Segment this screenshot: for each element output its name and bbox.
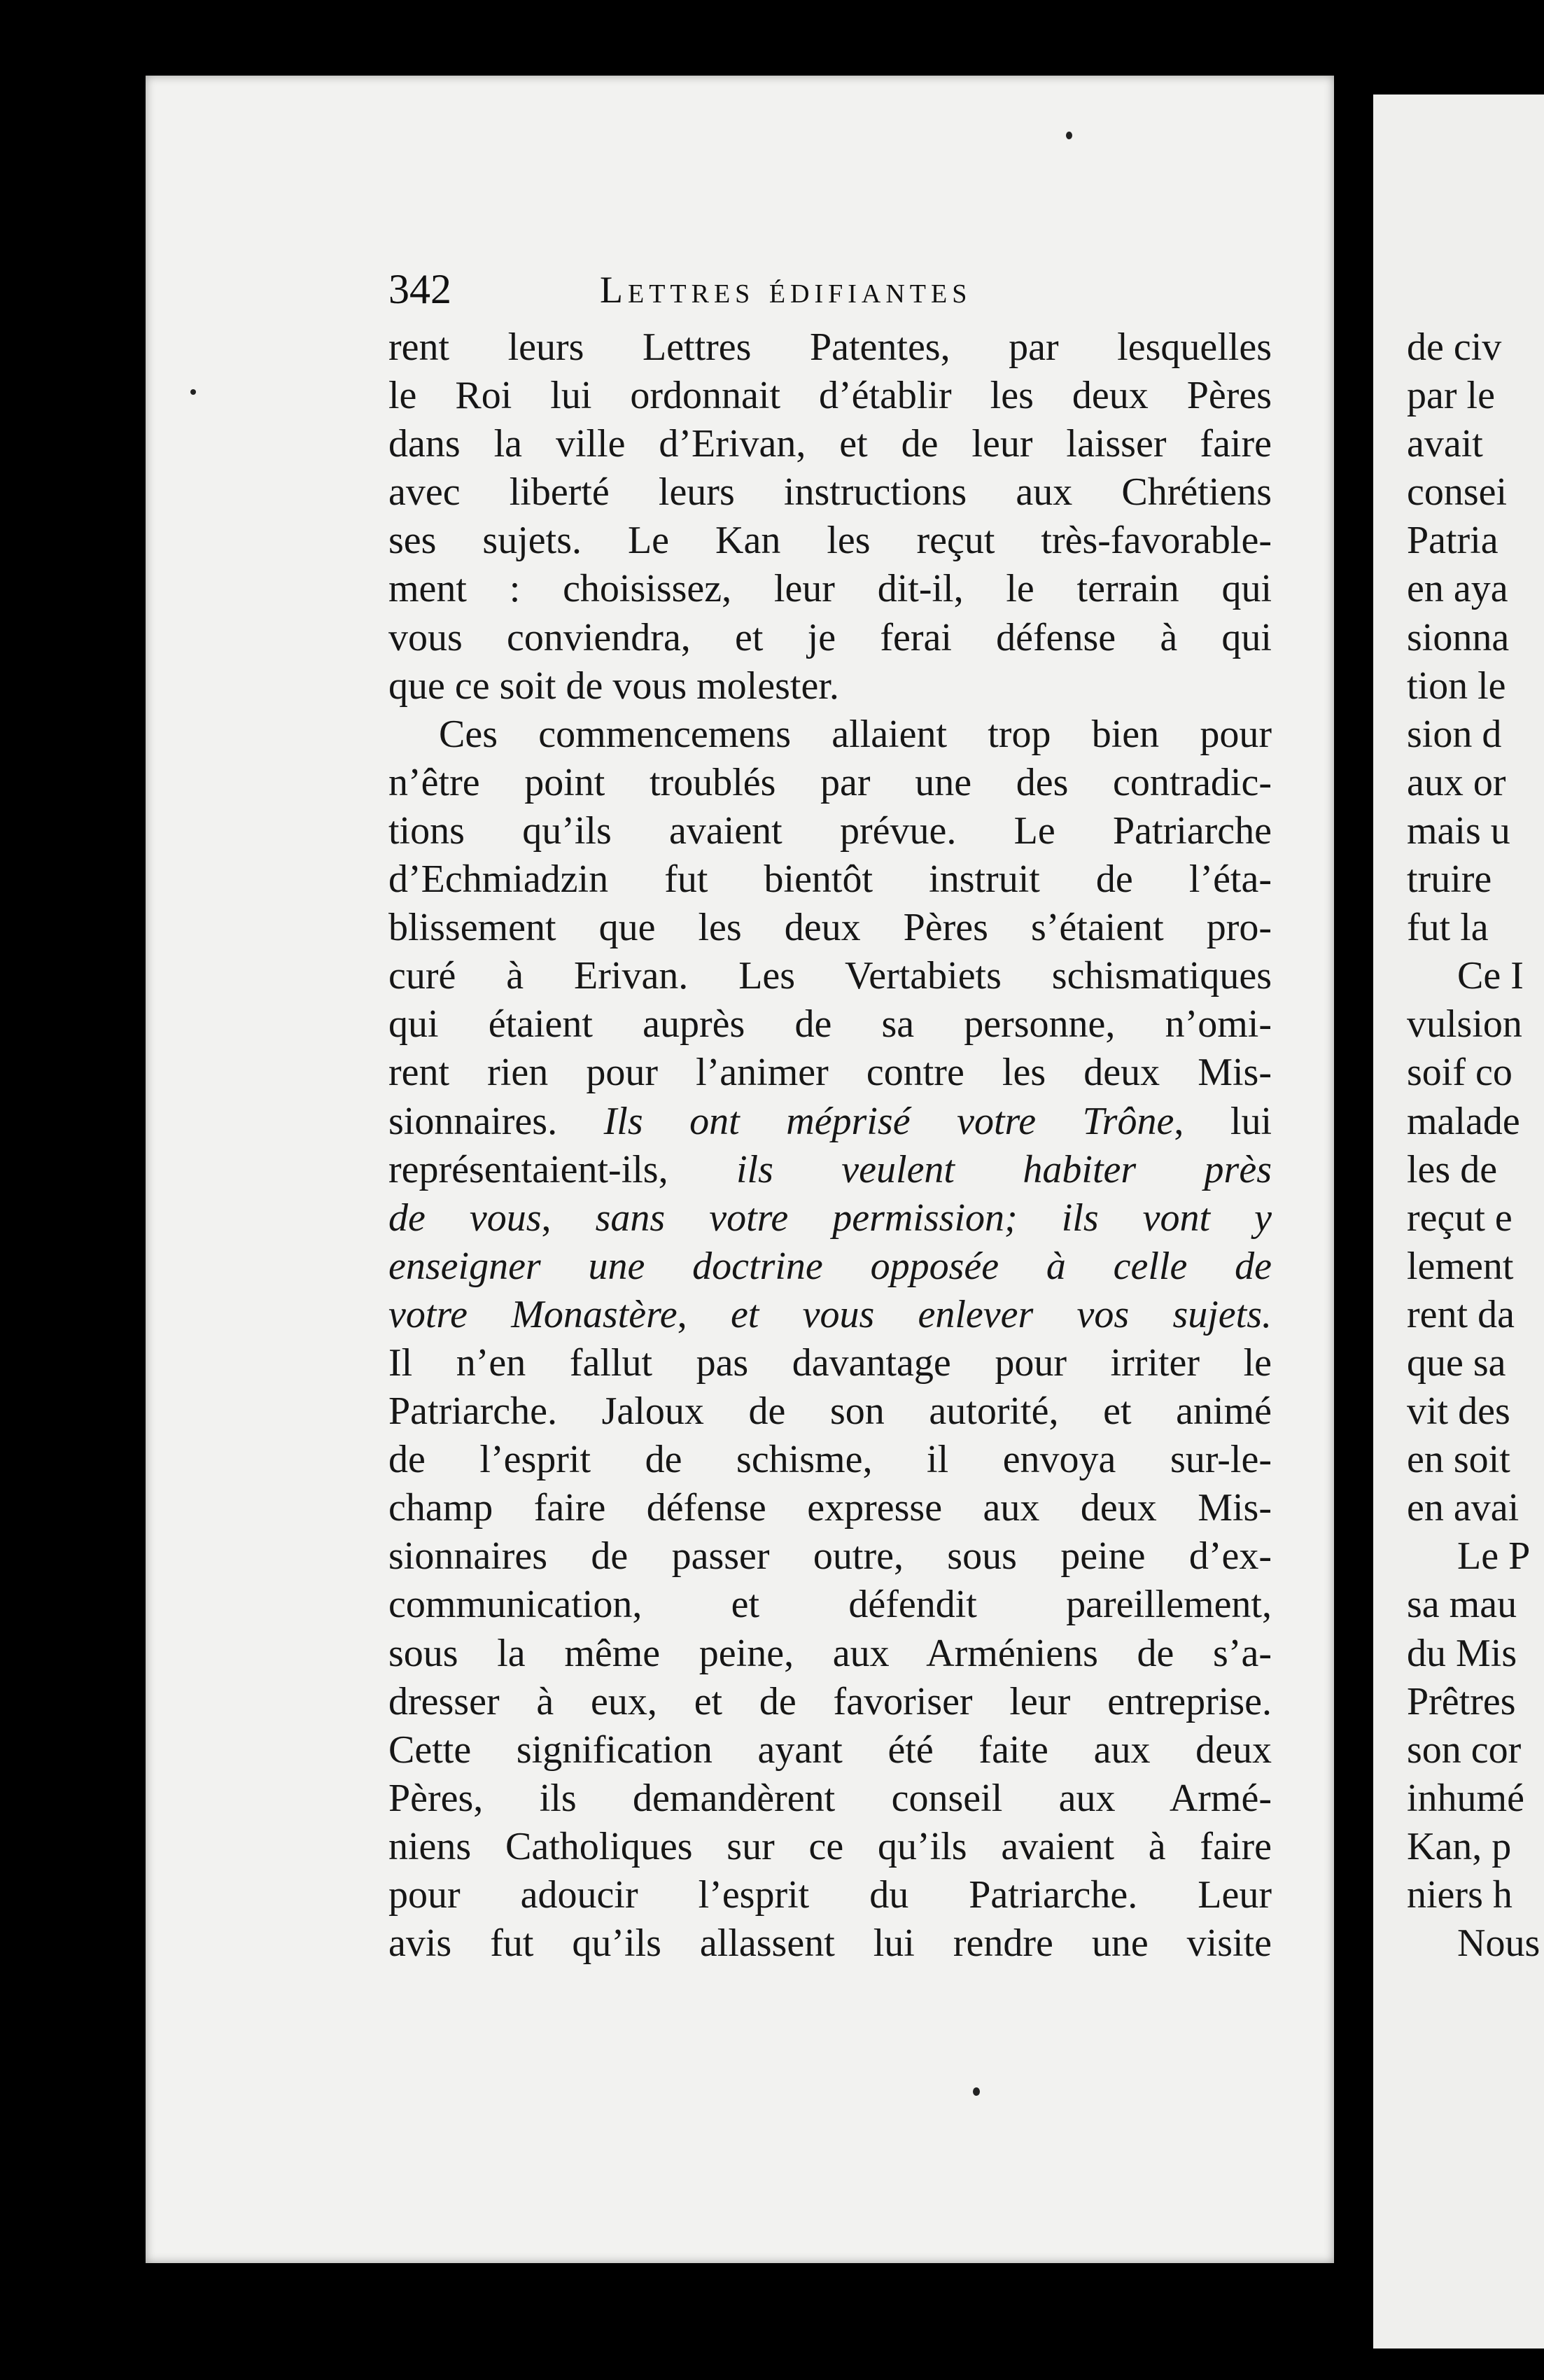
text-line: sionnaires. Ils ont méprisé votre Trône, lui bbox=[388, 1099, 1272, 1143]
running-head bbox=[388, 265, 1132, 321]
italic-span: ils veulent habiter près bbox=[736, 1147, 1272, 1191]
facing-text-line: mais u bbox=[1407, 808, 1510, 853]
facing-page-text bbox=[1407, 323, 1544, 1968]
text-line: dans la ville d’Erivan, et de leur laisser faire bbox=[388, 422, 1272, 466]
text-line: blissement que les deux Pères s’étaient pro- bbox=[388, 906, 1272, 950]
text-line: le Roi lui ordonnait d’établir les deux Pères bbox=[388, 374, 1272, 418]
text-line: Pères, ils demandèrent conseil aux Armé- bbox=[388, 1776, 1272, 1820]
ink-speck bbox=[190, 389, 196, 395]
text-line: n’être point troublés par une des contradic- bbox=[388, 760, 1272, 804]
ink-speck bbox=[1066, 132, 1072, 139]
running-title: Lettres édifiantes bbox=[600, 269, 972, 311]
facing-text-line: que sa bbox=[1407, 1340, 1506, 1385]
facing-text-line: Patria bbox=[1407, 519, 1499, 563]
facing-text-line: aux or bbox=[1407, 760, 1506, 804]
facing-text-line: Ce I bbox=[1457, 954, 1524, 998]
facing-text-line: Kan, p bbox=[1407, 1824, 1512, 1868]
text-line bbox=[388, 1242, 1272, 1291]
facing-page bbox=[1373, 94, 1544, 2348]
body-text bbox=[388, 323, 1272, 1968]
facing-text-line: de civ bbox=[1407, 326, 1502, 369]
facing-text-line: vulsion bbox=[1407, 1002, 1522, 1046]
text-line: de l’esprit de schisme, il envoya sur-le- bbox=[388, 1438, 1272, 1482]
text-line: d’Echmiadzin fut bientôt instruit de l’éta- bbox=[388, 858, 1272, 902]
facing-text-line: consei bbox=[1407, 470, 1508, 514]
facing-text-line: du Mis bbox=[1407, 1631, 1517, 1675]
facing-text-line: sion d bbox=[1407, 712, 1502, 756]
facing-text-line: malade bbox=[1407, 1099, 1520, 1143]
text-line: rent rien pour l’animer contre les deux Mis- bbox=[388, 1051, 1272, 1095]
italic-span: sans votre permission; ils vont y bbox=[595, 1196, 1272, 1240]
text-line: de vous, sans votre permission; ils vont y bbox=[388, 1196, 1272, 1240]
text-line: Ces commencemens allaient trop bien pour bbox=[439, 712, 1272, 756]
ink-speck bbox=[973, 2087, 980, 2096]
facing-text-line: vit des bbox=[1407, 1390, 1510, 1434]
facing-text-line: par le bbox=[1407, 374, 1495, 418]
text-line: ment : choisissez, leur dit-il, le terrain qui bbox=[388, 567, 1272, 611]
text-line: représentaient-ils, ils veulent habiter près bbox=[388, 1147, 1272, 1191]
italic-span: Ils ont méprisé votre Trône bbox=[603, 1099, 1174, 1143]
text-line: que ce soit de vous molester. bbox=[388, 664, 839, 708]
facing-text-line: tion le bbox=[1407, 664, 1506, 708]
text-line: dresser à eux, et de favoriser leur entreprise. bbox=[388, 1679, 1272, 1723]
text-line: avis fut qu’ils allassent lui rendre une visite bbox=[388, 1921, 1272, 1966]
facing-text-line: en soit bbox=[1407, 1438, 1510, 1482]
facing-text-line: Prêtres bbox=[1407, 1679, 1516, 1723]
text-line: curé à Erivan. Les Vertabiets schismatiques bbox=[388, 954, 1272, 998]
facing-text-line: Nous bbox=[1457, 1921, 1541, 1966]
text-line: avec liberté leurs instructions aux Chrétiens bbox=[388, 470, 1272, 514]
text-line: communication, et défendit pareillement, bbox=[388, 1583, 1272, 1627]
text-line: niens Catholiques sur ce qu’ils avaient à faire bbox=[388, 1824, 1272, 1868]
italic-span: et vous enlever vos sujets. bbox=[730, 1292, 1272, 1336]
facing-text-line: inhumé bbox=[1407, 1776, 1524, 1820]
page-number: 342 bbox=[388, 266, 451, 312]
text-line: Cette signification ayant été faite aux deux bbox=[388, 1728, 1272, 1772]
text-line: Il n’en fallut pas davantage pour irriter le bbox=[388, 1340, 1272, 1385]
italic-span: votre Monastère bbox=[388, 1292, 678, 1336]
italic-span: de vous bbox=[388, 1196, 542, 1240]
text-line: champ faire défense expresse aux deux Mis- bbox=[388, 1486, 1272, 1530]
text-line: sionnaires de passer outre, sous peine d’ex- bbox=[388, 1534, 1272, 1578]
facing-text-line: Le P bbox=[1457, 1534, 1531, 1578]
text-line: rent leurs Lettres Patentes, par lesquelles bbox=[388, 326, 1272, 369]
text-line: vous conviendra, et je ferai défense à qui bbox=[388, 615, 1272, 659]
facing-text-line: sionna bbox=[1407, 615, 1510, 659]
facing-text-line: niers h bbox=[1407, 1873, 1513, 1917]
italic-span: enseigner une doctrine opposée à celle de bbox=[388, 1244, 1272, 1288]
facing-text-line: les de bbox=[1407, 1147, 1498, 1191]
facing-text-line: rent da bbox=[1407, 1292, 1515, 1336]
text-line: votre Monastère, et vous enlever vos sujets. bbox=[388, 1292, 1272, 1336]
text-line: pour adoucir l’esprit du Patriarche. Leur bbox=[388, 1873, 1272, 1917]
text-line: Patriarche. Jaloux de son autorité, et animé bbox=[388, 1390, 1272, 1434]
text-line: ses sujets. Le Kan les reçut très-favorable- bbox=[388, 519, 1272, 563]
facing-text-line: en avai bbox=[1407, 1486, 1520, 1530]
text-line: qui étaient auprès de sa personne, n’omi- bbox=[388, 1002, 1272, 1046]
facing-text-line: reçut e bbox=[1407, 1196, 1513, 1240]
facing-text-line: truire bbox=[1407, 858, 1492, 902]
facing-text-line: soif co bbox=[1407, 1051, 1513, 1095]
facing-text-line: son cor bbox=[1407, 1728, 1522, 1772]
facing-text-line: fut la bbox=[1407, 906, 1489, 950]
facing-text-line: en aya bbox=[1407, 567, 1508, 611]
text-line: sous la même peine, aux Arméniens de s’a- bbox=[388, 1631, 1272, 1675]
facing-text-line: avait bbox=[1407, 422, 1483, 466]
facing-text-line: lement bbox=[1407, 1244, 1514, 1288]
facing-text-line: sa mau bbox=[1407, 1583, 1517, 1627]
text-line: tions qu’ils avaient prévue. Le Patriarche bbox=[388, 808, 1272, 853]
